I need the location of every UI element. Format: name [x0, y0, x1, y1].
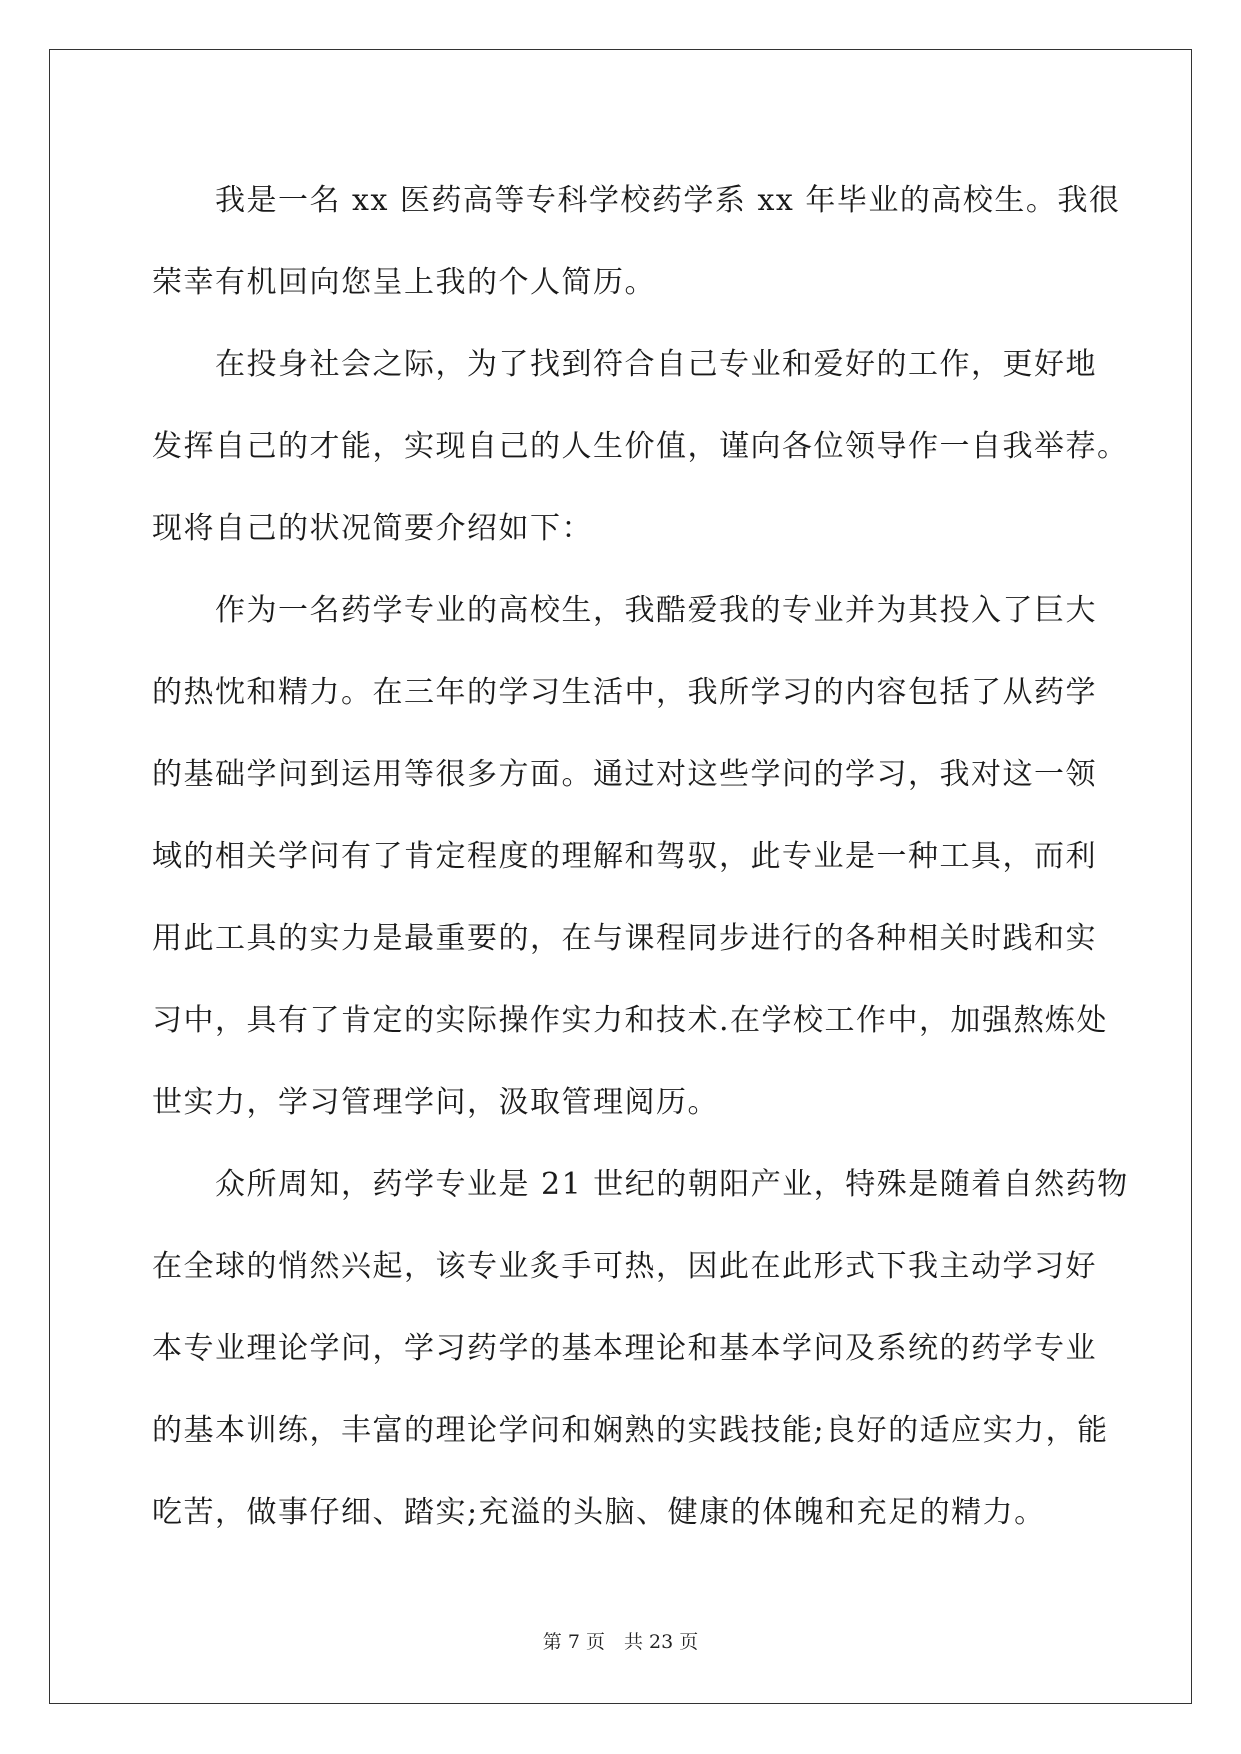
paragraph-self-recommendation [152, 324, 1129, 570]
text-line: 发挥自己的才能，实现自己的人生价值，谨向各位领导作一自我举荐。 [152, 429, 1129, 464]
text-line: 荣幸有机回向您呈上我的个人简历。 [152, 265, 656, 300]
text-line: 的基本训练，丰富的理论学问和娴熟的实践技能;良好的适应实力，能 [152, 1413, 1109, 1448]
text-line: 现将自己的状况简要介绍如下： [152, 511, 593, 546]
text-line: 用此工具的实力是最重要的，在与课程同步进行的各种相关时践和实 [152, 921, 1097, 956]
paragraph-introduction [152, 160, 1121, 324]
text-line: 的热忱和精力。在三年的学习生活中，我所学习的内容包括了从药学 [152, 675, 1097, 710]
text-line: 众所周知，药学专业是 21 世纪的朝阳产业，特殊是随着自然药物 [215, 1167, 1129, 1202]
text-line: 习中，具有了肯定的实际操作实力和技术.在学校工作中，加强熬炼处 [152, 1003, 1109, 1038]
text-line: 我是一名 xx 医药高等专科学校药学系 xx 年毕业的高校生。我很 [215, 183, 1121, 218]
text-line: 世实力，学习管理学问，汲取管理阅历。 [152, 1085, 719, 1120]
text-line: 的基础学问到运用等很多方面。通过对这些学问的学习，我对这一领 [152, 757, 1097, 792]
paragraph-industry-outlook [152, 1144, 1129, 1554]
text-line: 在投身社会之际，为了找到符合自己专业和爱好的工作，更好地 [215, 347, 1097, 382]
page-number-footer: 第 7 页 共 23 页 [542, 1631, 699, 1653]
text-line: 吃苦，做事仔细、踏实;充溢的头脑、健康的体魄和充足的精力。 [152, 1495, 1046, 1530]
text-line: 在全球的悄然兴起，该专业炙手可热，因此在此形式下我主动学习好 [152, 1249, 1097, 1284]
paragraph-studies [152, 570, 1109, 1144]
text-line: 作为一名药学专业的高校生，我酷爱我的专业并为其投入了巨大 [215, 593, 1097, 628]
document-body [152, 160, 1129, 1554]
text-line: 域的相关学问有了肯定程度的理解和驾驭，此专业是一种工具，而利 [152, 839, 1097, 874]
text-line: 本专业理论学问，学习药学的基本理论和基本学问及系统的药学专业 [152, 1331, 1097, 1366]
